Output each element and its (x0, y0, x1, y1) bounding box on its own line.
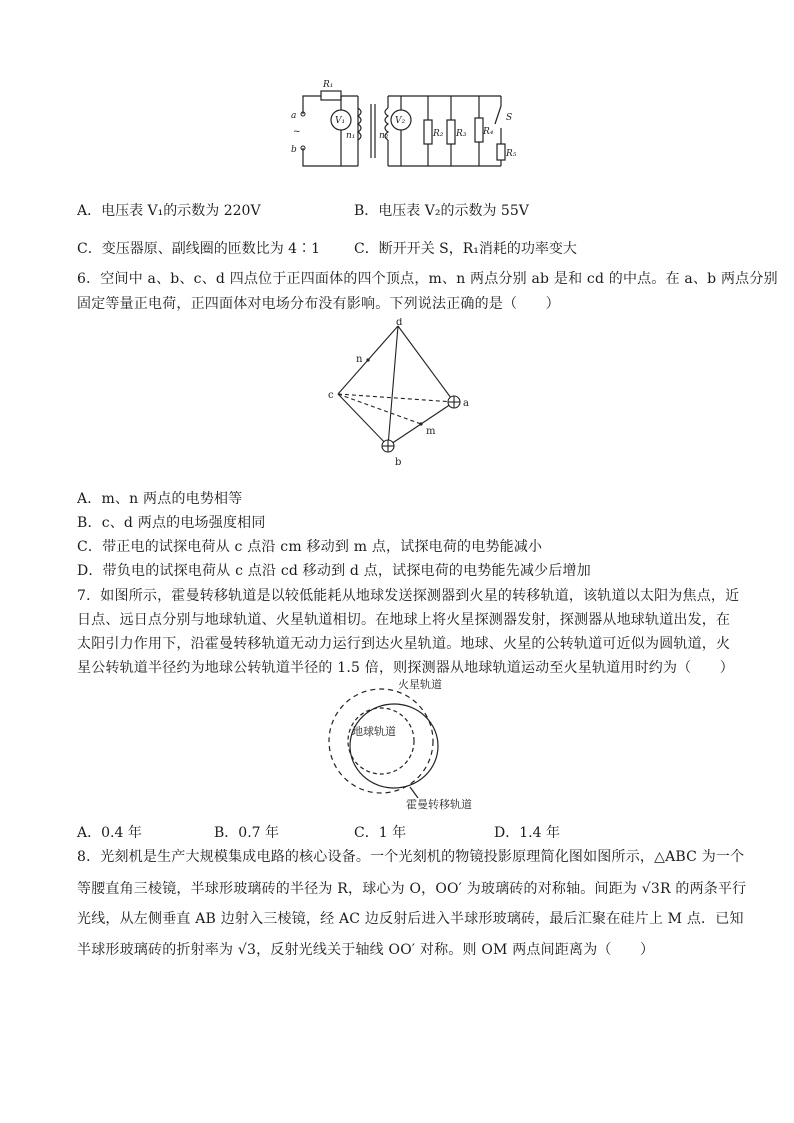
q6-option-b: B．c、d 两点的电场强度相同 (77, 515, 266, 531)
label-R1: R₁ (323, 80, 334, 90)
q5-option-a: A．电压表 V₁的示数为 220V (77, 203, 261, 219)
q6-option-c: C．带正电的试探电荷从 c 点沿 cm 移动到 m 点，试探电荷的电势能减小 (77, 539, 543, 555)
q7-stem-line-3: 太阳引力作用下，沿霍曼转移轨道无动力运行到达火星轨道。地球、火星的公转轨道可近似为圆轨道，火 (77, 636, 731, 652)
label-b: b (291, 145, 297, 155)
label-d: d (396, 318, 403, 328)
mars-orbit-label: 火星轨道 (398, 678, 442, 691)
q6-stem-line-1: 6．空间中 a、b、c、d 四点位于正四面体的四个顶点，m、n 两点分别 ab 是和 cd 的中点。在 a、b 两点分别 (77, 271, 778, 287)
orbit-figure (306, 674, 488, 814)
label-tilde: ~ (293, 127, 301, 137)
q7-stem-line-4: 星公转轨道半径约为地球公转轨道半径的 1.5 倍，则探测器从地球轨道运动至火星轨道用时约为（ ） (77, 660, 734, 676)
q6-stem-line-2: 固定等量正电荷，正四面体对电场分布没有影响。下列说法正确的是（ ） (77, 296, 560, 312)
label-V2: V₂ (395, 116, 406, 126)
label-R3: R₃ (456, 129, 467, 139)
hohmann-orbit-label: 霍曼转移轨道 (406, 798, 472, 811)
q5-option-b: B．电压表 V₂的示数为 55V (354, 203, 529, 219)
q7-option-a: A．0.4 年 (77, 825, 142, 841)
label-R4: R₄ (483, 127, 494, 137)
earth-orbit-label: 地球轨道 (352, 725, 396, 738)
q8-stem-line-3: 光线，从左侧垂直 AB 边射入三棱镜，经 AC 边反射后进入半球形玻璃砖，最后汇聚在硅片上 M 点．已知 (77, 911, 744, 927)
q7-option-c: C．1 年 (354, 825, 407, 841)
q8-stem-line-4: 半球形玻璃砖的折射率为 √3，反射光线关于轴线 OO′ 对称。则 OM 两点间距离为（ ） (77, 942, 655, 958)
q7-option-b: B．0.7 年 (214, 825, 280, 841)
q8-stem-line-1: 8．光刻机是生产大规模集成电路的核心设备。一个光刻机的物镜投影原理简化图如图所示，△ABC 为一个 (77, 849, 745, 865)
q5-option-d: C．断开开关 S，R₁消耗的功率变大 (354, 241, 577, 257)
label-n2: n₂ (379, 131, 389, 141)
q8-stem-line-2: 等腰直角三棱镜，半球形玻璃砖的半径为 R，球心为 O，OO′ 为玻璃砖的对称轴。间距为 √3R 的两条平行 (77, 881, 747, 897)
label-b: b (395, 457, 402, 468)
label-c: c (328, 390, 334, 401)
label-R5: R₅ (506, 149, 517, 159)
label-S: S (506, 113, 513, 123)
label-a: a (463, 398, 469, 409)
q7-stem-line-2: 日点、远日点分别与地球轨道、火星轨道相切。在地球上将火星探测器发射，探测器从地球轨道出发，在 (77, 612, 731, 628)
q6-option-a: A．m、n 两点的电势相等 (77, 491, 243, 507)
label-a: a (291, 111, 297, 121)
tetrahedron-figure (318, 318, 478, 470)
label-V1: V₁ (335, 116, 346, 126)
label-R2: R₂ (433, 129, 444, 139)
q6-option-d: D．带负电的试探电荷从 c 点沿 cd 移动到 d 点，试探电荷的电势能先减少后增加 (77, 563, 591, 579)
q7-option-d: D．1.4 年 (494, 825, 560, 841)
transformer-circuit-figure (283, 76, 518, 178)
q7-stem-line-1: 7．如图所示，霍曼转移轨道是以较低能耗从地球发送探测器到火星的转移轨道，该轨道以太阳为焦点，近 (77, 588, 740, 604)
q5-option-c: C．变压器原、副线圈的匝数比为 4∶1 (77, 241, 320, 257)
label-m: m (426, 426, 436, 437)
label-n: n (356, 354, 363, 365)
label-n1: n₁ (346, 131, 356, 141)
